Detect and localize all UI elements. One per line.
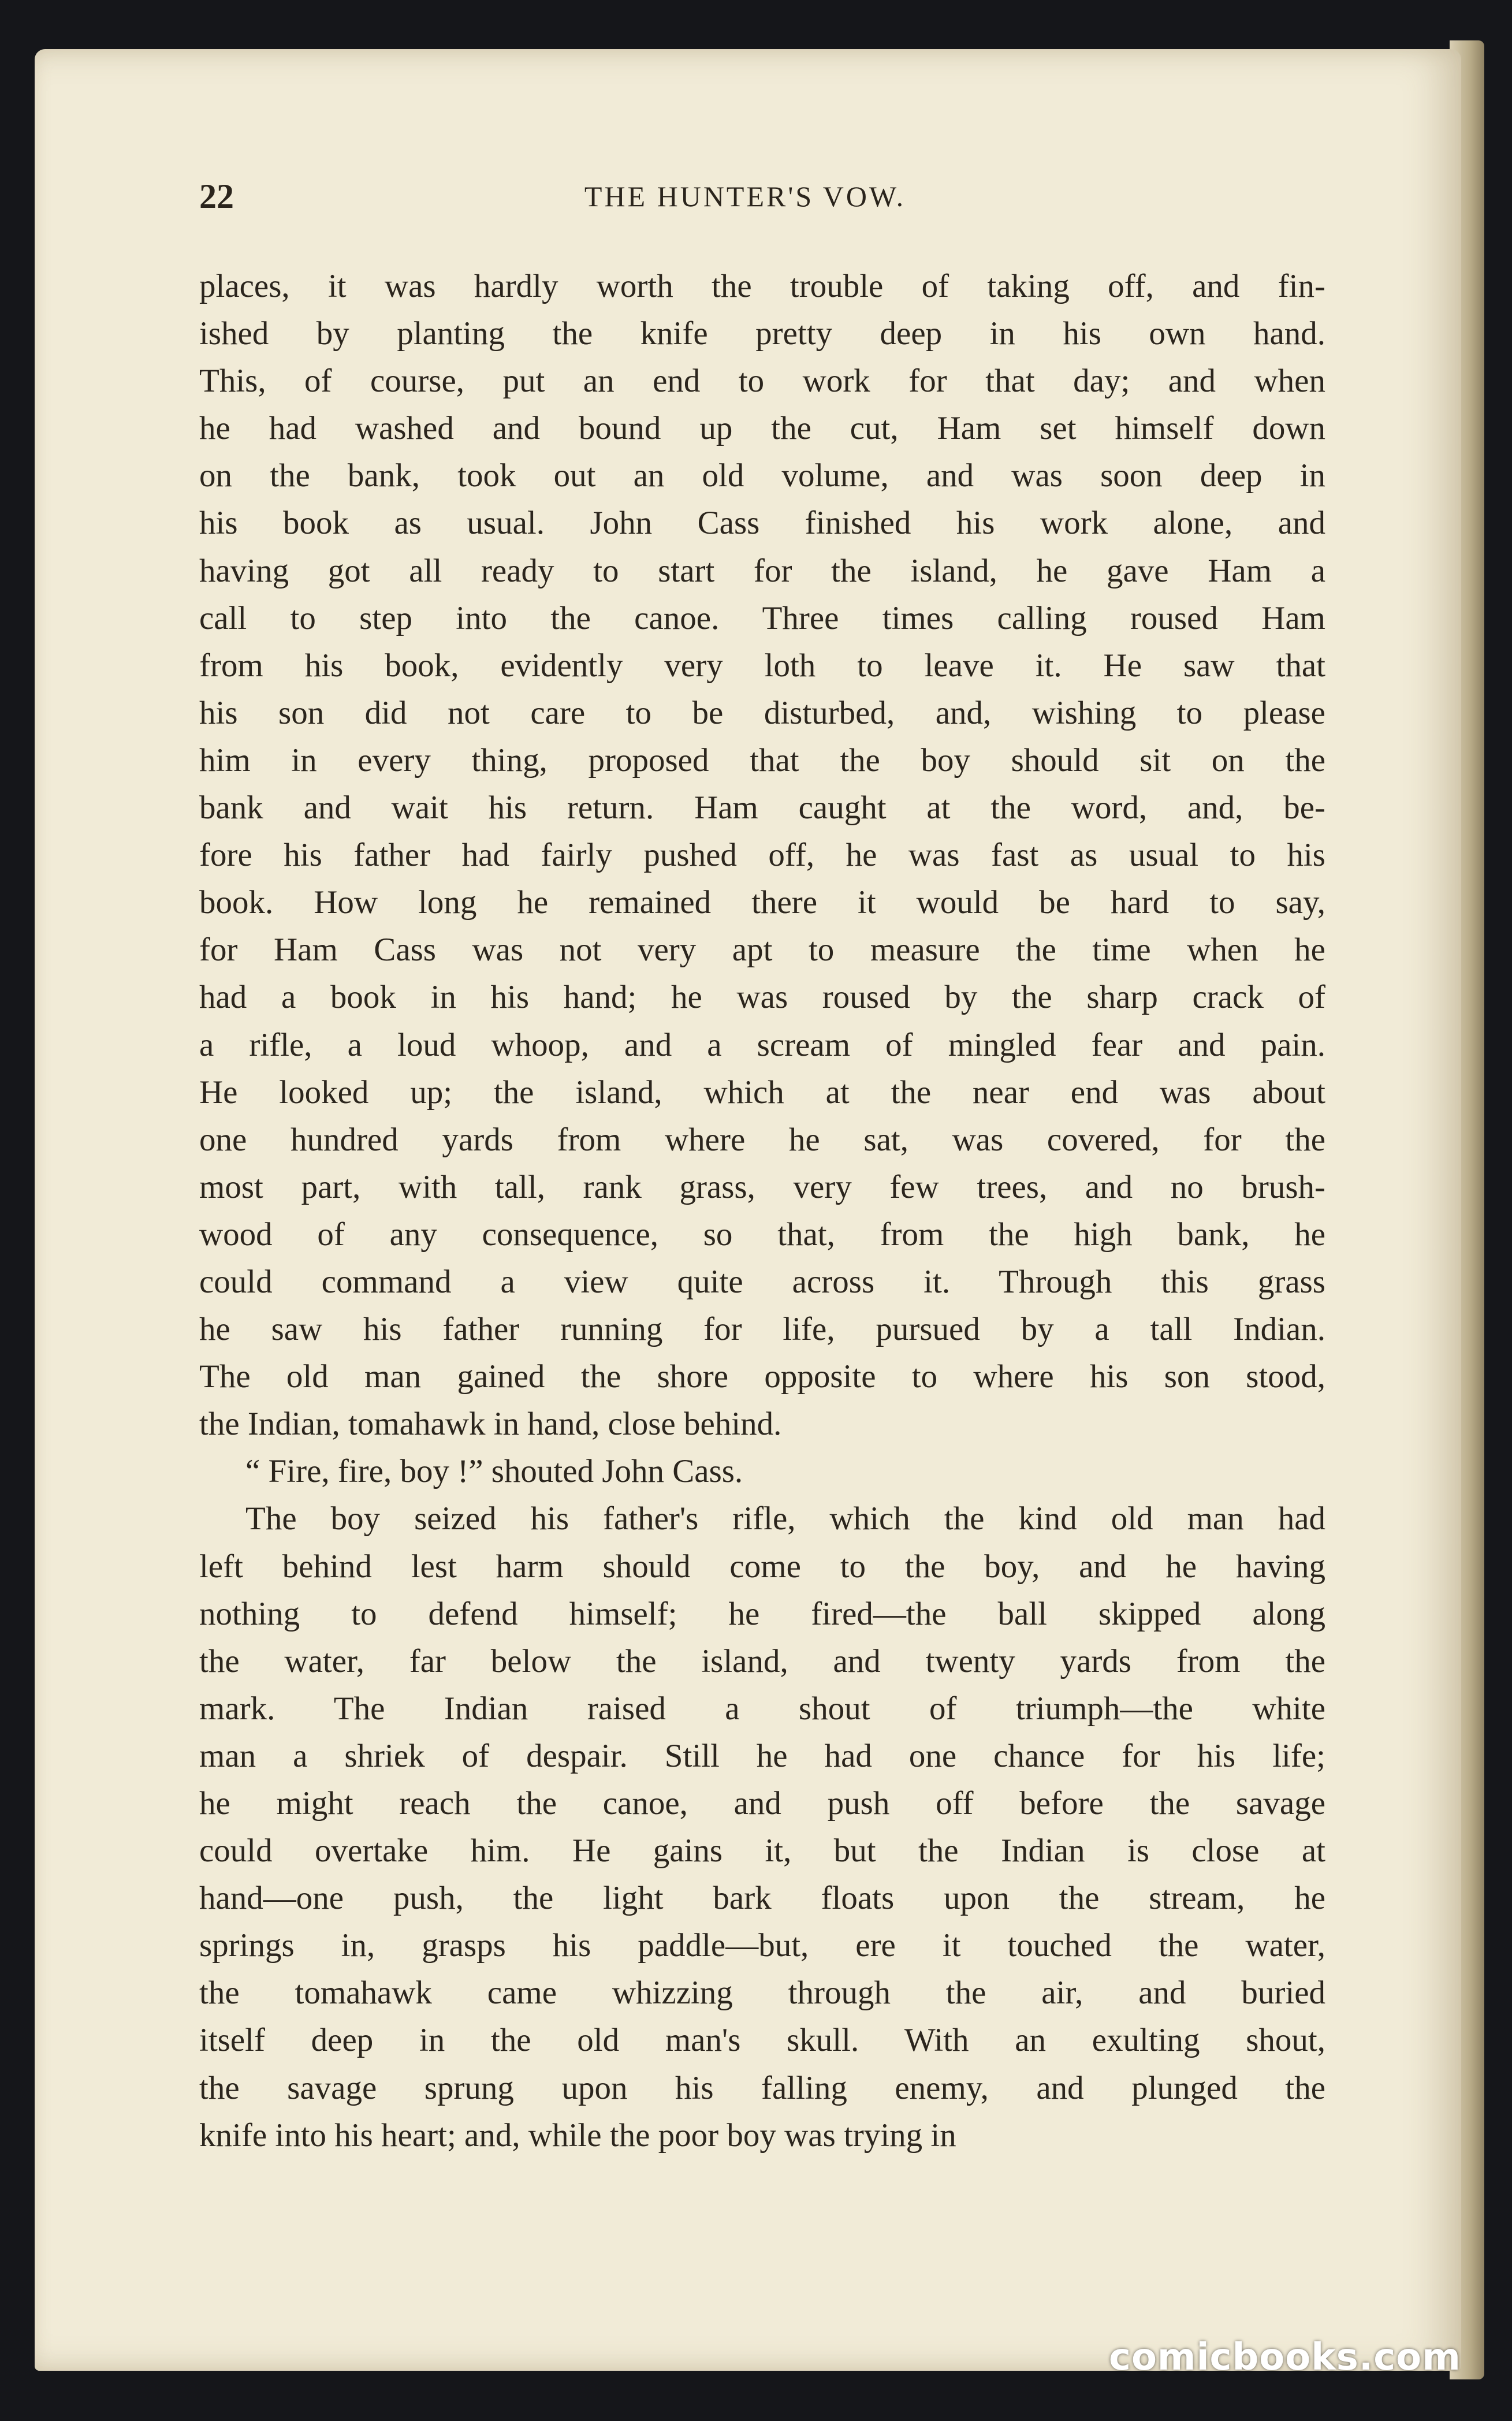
text-line: his son did not care to be disturbed, and, wishing to please [199, 694, 1325, 731]
text-line: having got all ready to start for the island, he gave Ham a [199, 552, 1325, 589]
text-line: wood of any consequence, so that, from the high bank, he [199, 1216, 1325, 1253]
text-line: on the bank, took out an old volume, and was soon deep in [199, 457, 1325, 494]
text-line: This, of course, put an end to work for that day; and when [199, 363, 1325, 400]
text-line: book. How long he remained there it would be hard to say, [199, 884, 1325, 921]
text-line: for Ham Cass was not very apt to measure the time when he [199, 932, 1325, 969]
text-line: had a book in his hand; he was roused by the sharp crack of [199, 979, 1325, 1016]
text-line: the Indian, tomahawk in hand, close behind. [199, 1406, 782, 1443]
text-line: he might reach the canoe, and push off before the savage [199, 1785, 1325, 1822]
text-line: call to step into the canoe. Three times calling roused Ham [199, 599, 1325, 636]
text-line: his book as usual. John Cass finished his work alone, and [199, 505, 1325, 542]
paragraph [199, 1448, 1325, 1495]
page-number: 22 [199, 177, 234, 215]
text-line: bank and wait his return. Ham caught at the word, and, be- [199, 789, 1325, 826]
text-line: the tomahawk came whizzing through the air, and buried [199, 1975, 1325, 2012]
text-line: him in every thing, proposed that the boy should sit on the [199, 742, 1325, 779]
text-line: could command a view quite across it. Through this grass [199, 1263, 1325, 1300]
text-line: one hundred yards from where he sat, was covered, for the [199, 1121, 1325, 1158]
text-line: he had washed and bound up the cut, Ham set himself down [199, 410, 1325, 447]
text-line: itself deep in the old man's skull. With an exulting shout, [199, 2022, 1325, 2059]
text-line: the savage sprung upon his falling enemy, and plunged the [199, 2069, 1325, 2106]
text-line: man a shriek of despair. Still he had one chance for his life; [199, 1737, 1325, 1774]
text-line: nothing to defend himself; he fired—the ball skipped along [199, 1595, 1325, 1632]
watermark-logo[interactable]: comicbooks.com [1109, 2336, 1461, 2379]
text-line: most part, with tall, rank grass, very few trees, and no brush- [199, 1168, 1325, 1205]
text-line: ished by planting the knife pretty deep in his own hand. [199, 315, 1325, 352]
text-line: hand—one push, the light bark floats upon the stream, he [199, 1880, 1325, 1917]
text-line: places, it was hardly worth the trouble of taking off, and fin- [199, 268, 1325, 304]
text-line: the water, far below the island, and twenty yards from the [199, 1642, 1325, 1679]
text-line: could overtake him. He gains it, but the Indian is close at [199, 1832, 1325, 1869]
paragraph [199, 1495, 1325, 2159]
text-line: He looked up; the island, which at the near end was about [199, 1074, 1325, 1111]
text-line: left behind lest harm should come to the boy, and he having [199, 1548, 1325, 1585]
body-text [199, 263, 1325, 2159]
text-line: from his book, evidently very loth to leave it. He saw that [199, 647, 1325, 684]
text-line: fore his father had fairly pushed off, he was fast as usual to his [199, 837, 1325, 874]
paragraph [199, 263, 1325, 1448]
running-title: THE HUNTER'S VOW. [584, 180, 906, 213]
text-line: mark. The Indian raised a shout of triumph—the white [199, 1690, 1325, 1727]
text-line: The boy seized his father's rifle, which the kind old man had [245, 1500, 1325, 1537]
text-line: a rifle, a loud whoop, and a scream of mingled fear and pain. [199, 1026, 1325, 1063]
text-line: he saw his father running for life, pursued by a tall Indian. [199, 1311, 1325, 1348]
page-header [162, 173, 1328, 219]
text-line: knife into his heart; and, while the poor boy was trying in [199, 2117, 956, 2154]
text-line: “ Fire, fire, boy !” shouted John Cass. [245, 1453, 743, 1490]
text-line: The old man gained the shore opposite to where his son stood, [199, 1358, 1325, 1395]
text-line: springs in, grasps his paddle—but, ere it touched the water, [199, 1927, 1325, 1964]
